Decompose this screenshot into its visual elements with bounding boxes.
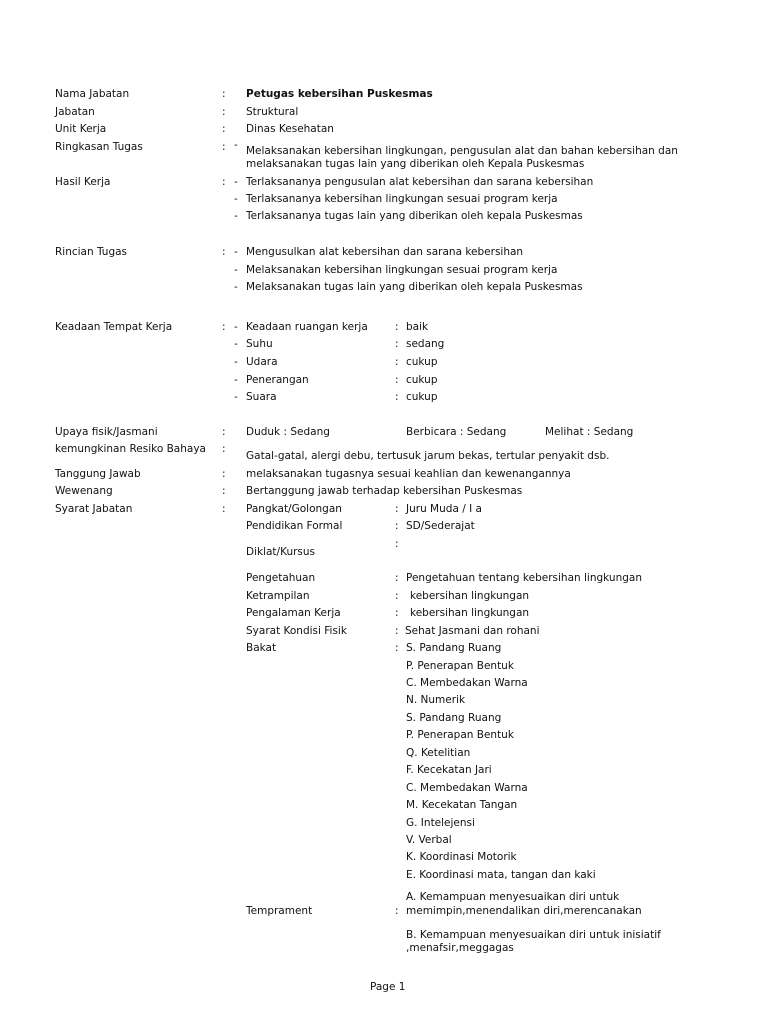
bakat-item: F. Kecekatan Jari <box>406 764 492 776</box>
wewenang-label: Wewenang <box>55 485 113 497</box>
keadaan-item-name: Suhu <box>246 338 273 350</box>
colon: : <box>395 572 399 584</box>
unit-kerja-label: Unit Kerja <box>55 123 107 135</box>
colon: : <box>222 426 226 438</box>
pengetahuan-value: Pengetahuan tentang kebersihan lingkungan <box>406 572 642 584</box>
colon: : <box>222 503 226 515</box>
colon: : <box>395 338 399 350</box>
bullet-dash: - <box>234 139 238 151</box>
bullet-dash: - <box>234 338 238 350</box>
colon: : <box>395 607 399 619</box>
colon: : <box>395 356 399 368</box>
syarat-jabatan-label: Syarat Jabatan <box>55 503 133 515</box>
pengalaman-value: kebersihan lingkungan <box>410 607 530 619</box>
bakat-item: C. Membedakan Warna <box>406 677 528 689</box>
hasil-kerja-item: Terlaksananya tugas lain yang diberikan oleh kepala Puskesmas <box>246 210 583 222</box>
rincian-tugas-label: Rincian Tugas <box>55 246 128 258</box>
pengetahuan-label: Pengetahuan <box>246 572 316 584</box>
bakat-item: S. Pandang Ruang <box>406 712 502 724</box>
bakat-item: E. Koordinasi mata, tangan dan kaki <box>406 869 596 881</box>
resiko-bahaya-value: Gatal-gatal, alergi debu, tertusuk jarum bekas, tertular penyakit dsb. <box>246 450 610 462</box>
ketrampilan-label: Ketrampilan <box>246 590 310 602</box>
colon: : <box>395 590 399 602</box>
bakat-item: S. Pandang Ruang <box>406 642 502 654</box>
bullet-dash: - <box>234 321 238 333</box>
bakat-item: V. Verbal <box>406 834 452 846</box>
colon: : <box>222 246 226 258</box>
colon: : <box>222 106 226 118</box>
ringkasan-tugas-label: Ringkasan Tugas <box>55 141 143 153</box>
colon: : <box>395 391 399 403</box>
bakat-item: K. Koordinasi Motorik <box>406 851 517 863</box>
diklat-label: Diklat/Kursus <box>246 546 316 558</box>
ringkasan-tugas-line: Melaksanakan kebersihan lingkungan, pengusulan alat dan bahan kebersihan dan <box>246 145 678 157</box>
temprament-a-line: A. Kemampuan menyesuaikan diri untuk <box>406 891 620 903</box>
keadaan-item-name: Suara <box>246 391 277 403</box>
keadaan-item-name: Udara <box>246 356 278 368</box>
temprament-label: Temprament <box>246 905 313 917</box>
keadaan-item-value: baik <box>406 321 429 333</box>
keadaan-item-name: Keadaan ruangan kerja <box>246 321 368 333</box>
bullet-dash: - <box>234 374 238 386</box>
colon: : <box>222 141 226 153</box>
temprament-b-line: ,menafsir,meggagas <box>406 942 514 954</box>
bakat-item: G. Intelejensi <box>406 817 475 829</box>
tanggung-jawab-label: Tanggung Jawab <box>55 468 141 480</box>
upaya-fisik-melihat: Melihat : Sedang <box>545 426 634 438</box>
bullet-dash: - <box>234 176 238 188</box>
colon: : <box>222 176 226 188</box>
wewenang-value: Bertanggung jawab terhadap kebersihan Puskesmas <box>246 485 523 497</box>
unit-kerja-value: Dinas Kesehatan <box>246 123 334 135</box>
colon: : <box>395 374 399 386</box>
bakat-label: Bakat <box>246 642 277 654</box>
bullet-dash: - <box>234 246 238 258</box>
colon: : <box>222 485 226 497</box>
kondisi-fisik-label: Syarat Kondisi Fisik <box>246 625 347 637</box>
keadaan-item-value: sedang <box>406 338 445 350</box>
bullet-dash: - <box>234 281 238 293</box>
bakat-item: P. Penerapan Bentuk <box>406 660 514 672</box>
colon: : <box>395 520 399 532</box>
pangkat-label: Pangkat/Golongan <box>246 503 342 515</box>
keadaan-item-name: Penerangan <box>246 374 309 386</box>
keadaan-item-value: cukup <box>406 356 438 368</box>
keadaan-tempat-kerja-label: Keadaan Tempat Kerja <box>55 321 173 333</box>
hasil-kerja-label: Hasil Kerja <box>55 176 111 188</box>
jabatan-label: Jabatan <box>55 106 95 118</box>
colon: : <box>395 642 399 654</box>
jabatan-value: Struktural <box>246 106 299 118</box>
tanggung-jawab-value: melaksanakan tugasnya sesuai keahlian dan kewenangannya <box>246 468 571 480</box>
bakat-item: P. Penerapan Bentuk <box>406 729 514 741</box>
colon: : <box>222 123 226 135</box>
bullet-dash: - <box>234 264 238 276</box>
colon: : <box>222 443 226 455</box>
bakat-item: C. Membedakan Warna <box>406 782 528 794</box>
colon: : <box>395 625 399 637</box>
bullet-dash: - <box>234 356 238 368</box>
rincian-tugas-item: Melaksanakan tugas lain yang diberikan oleh kepala Puskesmas <box>246 281 583 293</box>
colon: : <box>222 321 226 333</box>
page-number: Page 1 <box>370 981 406 993</box>
rincian-tugas-item: Melaksanakan kebersihan lingkungan sesuai program kerja <box>246 264 558 276</box>
colon: : <box>222 468 226 480</box>
temprament-a-line: memimpin,menendalikan diri,merencanakan <box>406 905 642 917</box>
upaya-fisik-berbicara: Berbicara : Sedang <box>406 426 507 438</box>
ketrampilan-value: kebersihan lingkungan <box>410 590 530 602</box>
kondisi-fisik-value: Sehat Jasmani dan rohani <box>405 625 540 637</box>
colon: : <box>222 88 226 100</box>
pangkat-value: Juru Muda / I a <box>406 503 482 515</box>
nama-jabatan-label: Nama Jabatan <box>55 88 130 100</box>
hasil-kerja-item: Terlaksananya pengusulan alat kebersihan dan sarana kebersihan <box>246 176 594 188</box>
pengalaman-label: Pengalaman Kerja <box>246 607 341 619</box>
temprament-b-line: B. Kemampuan menyesuaikan diri untuk inisiatif <box>406 929 661 941</box>
bullet-dash: - <box>234 391 238 403</box>
upaya-fisik-label: Upaya fisik/Jasmani <box>55 426 158 438</box>
colon: : <box>395 503 399 515</box>
bullet-dash: - <box>234 193 238 205</box>
pendidikan-label: Pendidikan Formal <box>246 520 343 532</box>
bullet-dash: - <box>234 210 238 222</box>
keadaan-item-value: cukup <box>406 374 438 386</box>
bakat-item: N. Numerik <box>406 694 466 706</box>
colon: : <box>395 538 399 550</box>
hasil-kerja-item: Terlaksananya kebersihan lingkungan sesuai program kerja <box>246 193 558 205</box>
pendidikan-value: SD/Sederajat <box>406 520 475 532</box>
ringkasan-tugas-line: melaksanakan tugas lain yang diberikan oleh Kepala Puskesmas <box>246 158 585 170</box>
bakat-item: Q. Ketelitian <box>406 747 471 759</box>
colon: : <box>395 905 399 917</box>
bakat-item: M. Kecekatan Tangan <box>406 799 518 811</box>
upaya-fisik-duduk: Duduk : Sedang <box>246 426 330 438</box>
resiko-bahaya-label: kemungkinan Resiko Bahaya <box>55 443 206 455</box>
colon: : <box>395 321 399 333</box>
rincian-tugas-item: Mengusulkan alat kebersihan dan sarana kebersihan <box>246 246 524 258</box>
keadaan-item-value: cukup <box>406 391 438 403</box>
nama-jabatan-value: Petugas kebersihan Puskesmas <box>246 88 433 100</box>
